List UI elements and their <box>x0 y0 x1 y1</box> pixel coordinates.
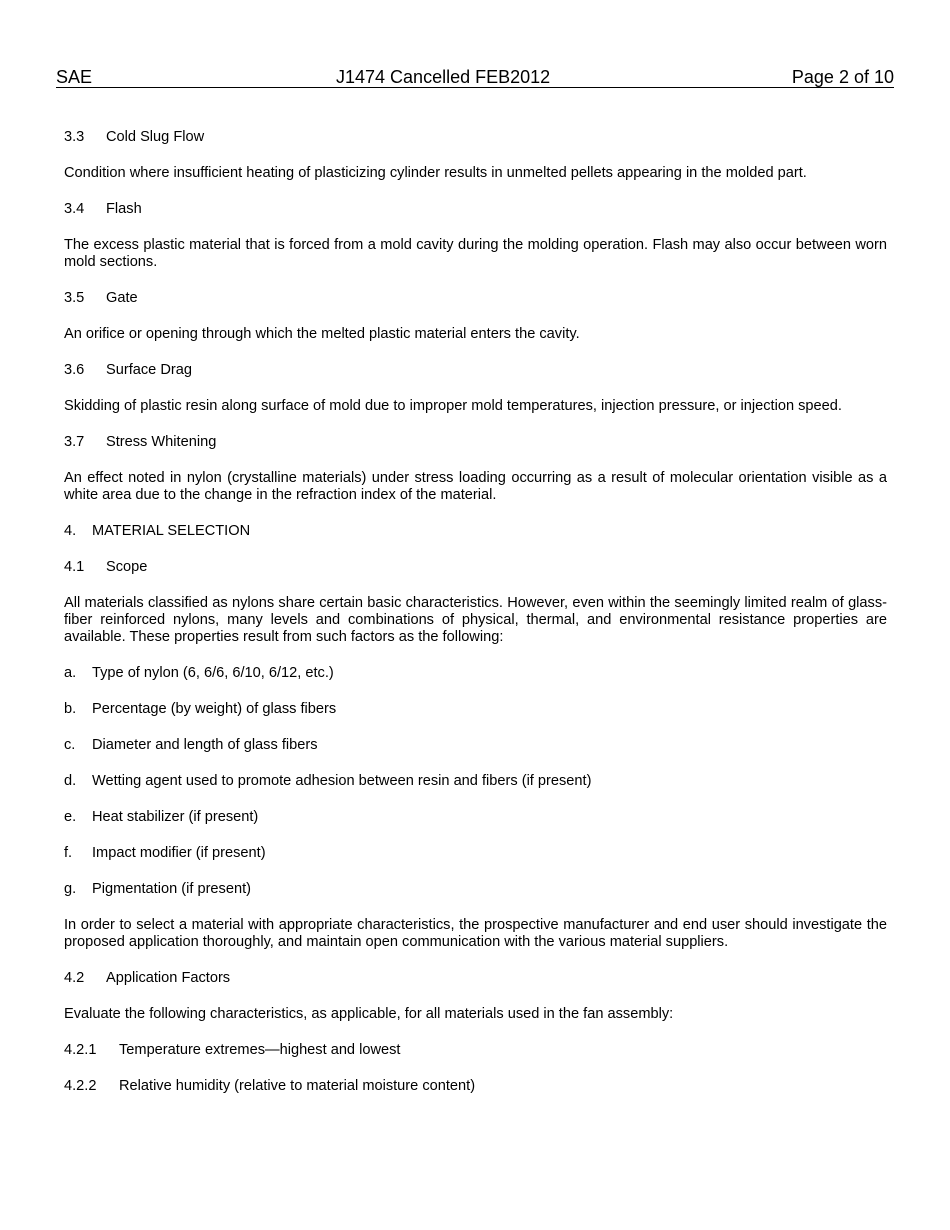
section-number: 4.2.1 <box>64 1042 97 1058</box>
section-heading-4 <box>64 523 887 540</box>
section-title: Temperature extremes—highest and lowest <box>119 1042 401 1058</box>
list-letter: b. <box>64 701 77 717</box>
section-title: Stress Whitening <box>106 434 217 450</box>
list-text: Heat stabilizer (if present) <box>92 809 259 825</box>
section-heading-3-7 <box>64 434 887 451</box>
list-item <box>64 701 887 718</box>
section-paragraph-3-7: An effect noted in nylon (crystalline materials) under stress loading occurring as a result of molecular orientation visible as a white area due to the change in the refraction index of the material. <box>64 470 887 503</box>
list-text: Percentage (by weight) of glass fibers <box>92 701 337 717</box>
list-letter: f. <box>64 845 73 861</box>
document-body <box>64 129 887 1114</box>
header-doc-id: J1474 Cancelled FEB2012 <box>336 67 551 87</box>
header-page-number: Page 2 of 10 <box>791 67 894 87</box>
list-text: Diameter and length of glass fibers <box>92 737 318 753</box>
list-letter: g. <box>64 881 77 897</box>
section-paragraph-4-2: Evaluate the following characteristics, as applicable, for all materials used in the fan assembly: <box>64 1006 674 1022</box>
section-heading-4-2-1 <box>64 1042 887 1059</box>
section-number: 4.2 <box>64 970 85 986</box>
section-heading-3-3 <box>64 129 887 146</box>
section-title: MATERIAL SELECTION <box>92 523 251 539</box>
section-heading-4-2 <box>64 970 887 987</box>
section-title: Scope <box>106 559 148 575</box>
section-number: 3.6 <box>64 362 85 378</box>
section-title: Surface Drag <box>106 362 192 378</box>
section-title: Relative humidity (relative to material moisture content) <box>119 1078 476 1094</box>
section-heading-3-5 <box>64 290 887 307</box>
list-item <box>64 881 887 898</box>
list-text: Pigmentation (if present) <box>92 881 251 897</box>
section-number: 3.4 <box>64 201 85 217</box>
list-text: Type of nylon (6, 6/6, 6/10, 6/12, etc.) <box>92 665 334 681</box>
section-number: 4.2.2 <box>64 1078 97 1094</box>
list-item <box>64 665 887 682</box>
section-paragraph-4-1: All materials classified as nylons share certain basic characteristics. However, even within the seemingly limited realm of glass-fiber reinforced nylons, many levels and combinations of physical, thermal, and environmental resistance properties are available. These properties result from such factors as the following: <box>64 595 887 645</box>
section-number: 4. <box>64 523 77 539</box>
section-heading-3-4 <box>64 201 887 218</box>
list-letter: d. <box>64 773 77 789</box>
section-paragraph-3-4: The excess plastic material that is forced from a mold cavity during the molding operation. Flash may also occur between worn mold sections. <box>64 237 887 270</box>
section-title: Flash <box>106 201 142 217</box>
page-header <box>56 67 894 88</box>
list-letter: a. <box>64 665 77 681</box>
section-title: Application Factors <box>106 970 231 986</box>
list-text: Wetting agent used to promote adhesion between resin and fibers (if present) <box>92 773 592 789</box>
section-number: 4.1 <box>64 559 85 575</box>
section-paragraph-3-3: Condition where insufficient heating of plasticizing cylinder results in unmelted pellets appearing in the molded part. <box>64 165 807 181</box>
section-paragraph-3-6: Skidding of plastic resin along surface of mold due to improper mold temperatures, injection pressure, or injection speed. <box>64 398 842 414</box>
section-number: 3.5 <box>64 290 85 306</box>
list-letter: c. <box>64 737 76 753</box>
section-paragraph-4-1-closing: In order to select a material with appropriate characteristics, the prospective manufacturer and end user should investigate the proposed application thoroughly, and maintain open communication with the various material suppliers. <box>64 917 887 950</box>
section-heading-4-2-2 <box>64 1078 887 1095</box>
section-number: 3.7 <box>64 434 85 450</box>
list-text: Impact modifier (if present) <box>92 845 266 861</box>
section-number: 3.3 <box>64 129 85 145</box>
section-heading-4-1 <box>64 559 887 576</box>
list-item <box>64 737 887 754</box>
list-letter: e. <box>64 809 77 825</box>
section-heading-3-6 <box>64 362 887 379</box>
section-title: Cold Slug Flow <box>106 129 205 145</box>
list-item <box>64 809 887 826</box>
section-paragraph-3-5: An orifice or opening through which the melted plastic material enters the cavity. <box>64 326 580 342</box>
list-item <box>64 845 887 862</box>
section-title: Gate <box>106 290 138 306</box>
list-item <box>64 773 887 790</box>
header-org: SAE <box>56 67 93 87</box>
